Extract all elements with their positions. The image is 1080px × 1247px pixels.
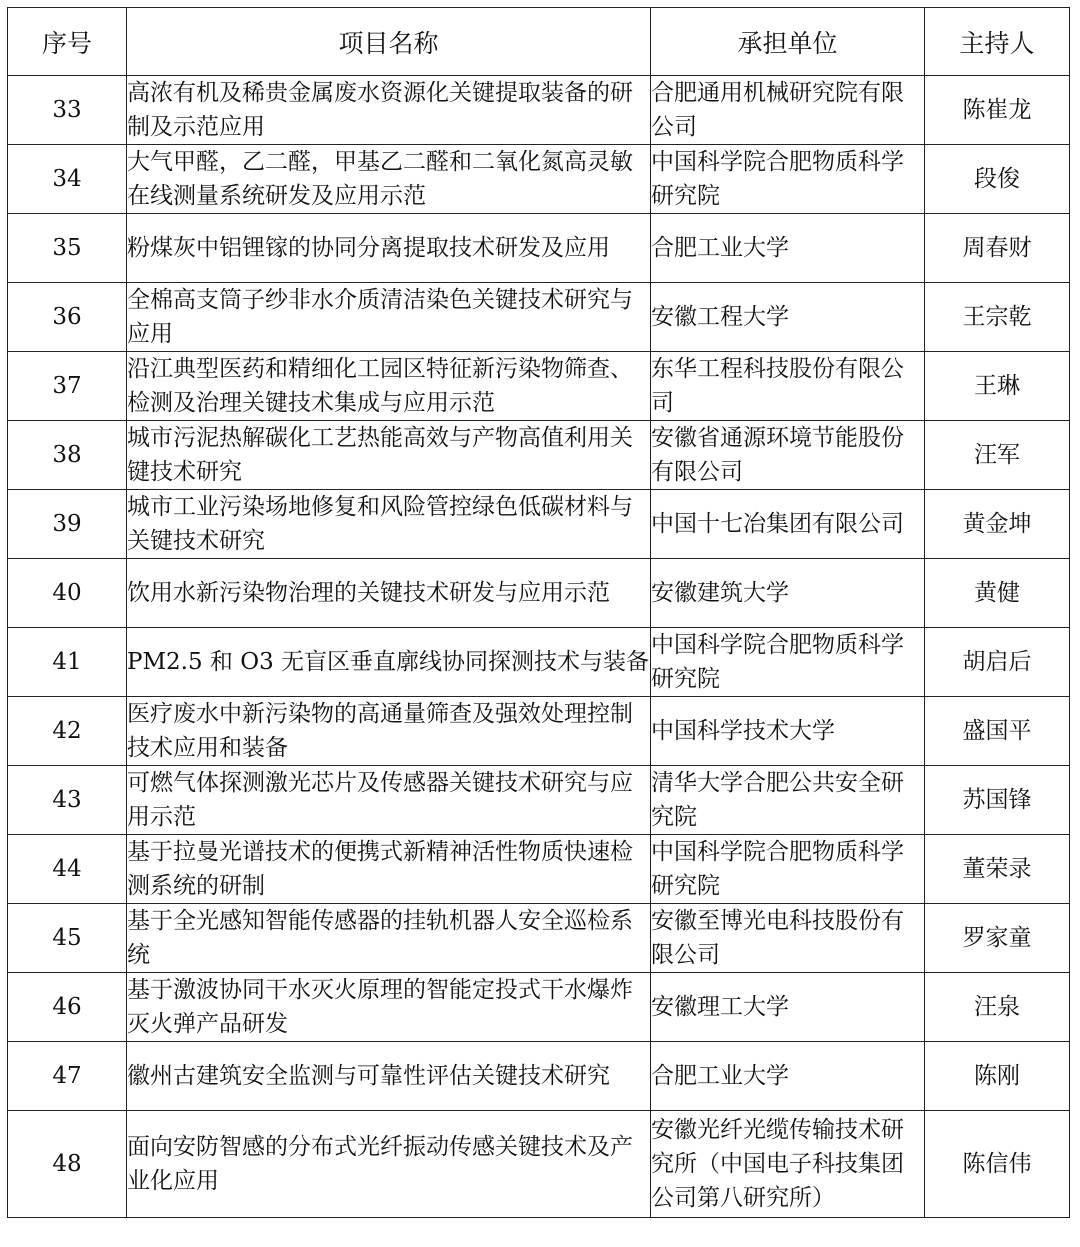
cell-unit: 中国科学院合肥物质科学研究院 (651, 628, 925, 697)
cell-unit: 中国科学院合肥物质科学研究院 (651, 835, 925, 904)
cell-host: 汪泉 (925, 973, 1070, 1042)
cell-project-name: 沿江典型医药和精细化工园区特征新污染物筛查、检测及治理关键技术集成与应用示范 (127, 352, 651, 421)
cell-host: 胡启后 (925, 628, 1070, 697)
cell-host: 黄健 (925, 559, 1070, 628)
cell-unit: 安徽建筑大学 (651, 559, 925, 628)
cell-num: 47 (8, 1042, 127, 1111)
cell-project-name: 基于激波协同干水灭火原理的智能定投式干水爆炸灭火弹产品研发 (127, 973, 651, 1042)
cell-unit: 清华大学合肥公共安全研究院 (651, 766, 925, 835)
cell-num: 36 (8, 283, 127, 352)
cell-host: 周春财 (925, 214, 1070, 283)
cell-unit: 安徽省通源环境节能股份有限公司 (651, 421, 925, 490)
table-row (8, 490, 1070, 559)
cell-host: 汪军 (925, 421, 1070, 490)
cell-unit: 合肥通用机械研究院有限公司 (651, 76, 925, 145)
table-row (8, 697, 1070, 766)
cell-num: 34 (8, 145, 127, 214)
table-row (8, 766, 1070, 835)
table-row (8, 214, 1070, 283)
header-host: 主持人 (925, 8, 1070, 76)
cell-unit: 合肥工业大学 (651, 1042, 925, 1111)
table-row (8, 421, 1070, 490)
table-row (8, 76, 1070, 145)
cell-num: 46 (8, 973, 127, 1042)
cell-unit: 安徽理工大学 (651, 973, 925, 1042)
table-row (8, 145, 1070, 214)
table-row (8, 973, 1070, 1042)
cell-project-name: 城市工业污染场地修复和风险管控绿色低碳材料与关键技术研究 (127, 490, 651, 559)
cell-unit: 中国十七冶集团有限公司 (651, 490, 925, 559)
cell-host: 陈信伟 (925, 1111, 1070, 1218)
table-row (8, 559, 1070, 628)
cell-num: 45 (8, 904, 127, 973)
cell-host: 盛国平 (925, 697, 1070, 766)
cell-host: 董荣录 (925, 835, 1070, 904)
table-row (8, 835, 1070, 904)
header-num: 序号 (8, 8, 127, 76)
cell-host: 陈崔龙 (925, 76, 1070, 145)
cell-num: 37 (8, 352, 127, 421)
cell-host: 黄金坤 (925, 490, 1070, 559)
table-row (8, 352, 1070, 421)
cell-unit: 安徽工程大学 (651, 283, 925, 352)
table-row (8, 1042, 1070, 1111)
cell-num: 39 (8, 490, 127, 559)
cell-num: 38 (8, 421, 127, 490)
cell-num: 41 (8, 628, 127, 697)
cell-project-name: 医疗废水中新污染物的高通量筛查及强效处理控制技术应用和装备 (127, 697, 651, 766)
cell-num: 44 (8, 835, 127, 904)
project-table (7, 7, 1070, 1218)
cell-unit: 中国科学院合肥物质科学研究院 (651, 145, 925, 214)
cell-host: 苏国锋 (925, 766, 1070, 835)
cell-num: 40 (8, 559, 127, 628)
cell-project-name: 全棉高支筒子纱非水介质清洁染色关键技术研究与应用 (127, 283, 651, 352)
cell-project-name: PM2.5 和 O3 无盲区垂直廓线协同探测技术与装备 (127, 628, 651, 697)
cell-host: 罗家童 (925, 904, 1070, 973)
table-row (8, 904, 1070, 973)
cell-num: 42 (8, 697, 127, 766)
table-body (8, 76, 1070, 1218)
cell-unit: 合肥工业大学 (651, 214, 925, 283)
cell-project-name: 高浓有机及稀贵金属废水资源化关键提取装备的研制及示范应用 (127, 76, 651, 145)
table-header-row (8, 8, 1070, 76)
header-name: 项目名称 (127, 8, 651, 76)
cell-project-name: 面向安防智感的分布式光纤振动传感关键技术及产业化应用 (127, 1111, 651, 1218)
cell-project-name: 基于拉曼光谱技术的便携式新精神活性物质快速检测系统的研制 (127, 835, 651, 904)
cell-project-name: 城市污泥热解碳化工艺热能高效与产物高值利用关键技术研究 (127, 421, 651, 490)
cell-num: 43 (8, 766, 127, 835)
table-row (8, 283, 1070, 352)
cell-project-name: 饮用水新污染物治理的关键技术研发与应用示范 (127, 559, 651, 628)
cell-project-name: 基于全光感知智能传感器的挂轨机器人安全巡检系统 (127, 904, 651, 973)
cell-num: 35 (8, 214, 127, 283)
header-unit: 承担单位 (651, 8, 925, 76)
cell-num: 48 (8, 1111, 127, 1218)
cell-project-name: 大气甲醛，乙二醛，甲基乙二醛和二氧化氮高灵敏在线测量系统研发及应用示范 (127, 145, 651, 214)
cell-project-name: 徽州古建筑安全监测与可靠性评估关键技术研究 (127, 1042, 651, 1111)
table-row (8, 1111, 1070, 1218)
table-row (8, 628, 1070, 697)
cell-host: 王宗乾 (925, 283, 1070, 352)
cell-host: 段俊 (925, 145, 1070, 214)
cell-host: 王琳 (925, 352, 1070, 421)
cell-unit: 中国科学技术大学 (651, 697, 925, 766)
cell-project-name: 可燃气体探测激光芯片及传感器关键技术研究与应用示范 (127, 766, 651, 835)
cell-num: 33 (8, 76, 127, 145)
cell-unit: 安徽光纤光缆传输技术研究所（中国电子科技集团公司第八研究所） (651, 1111, 925, 1218)
cell-unit: 安徽至博光电科技股份有限公司 (651, 904, 925, 973)
cell-project-name: 粉煤灰中铝锂镓的协同分离提取技术研发及应用 (127, 214, 651, 283)
cell-host: 陈刚 (925, 1042, 1070, 1111)
cell-unit: 东华工程科技股份有限公司 (651, 352, 925, 421)
